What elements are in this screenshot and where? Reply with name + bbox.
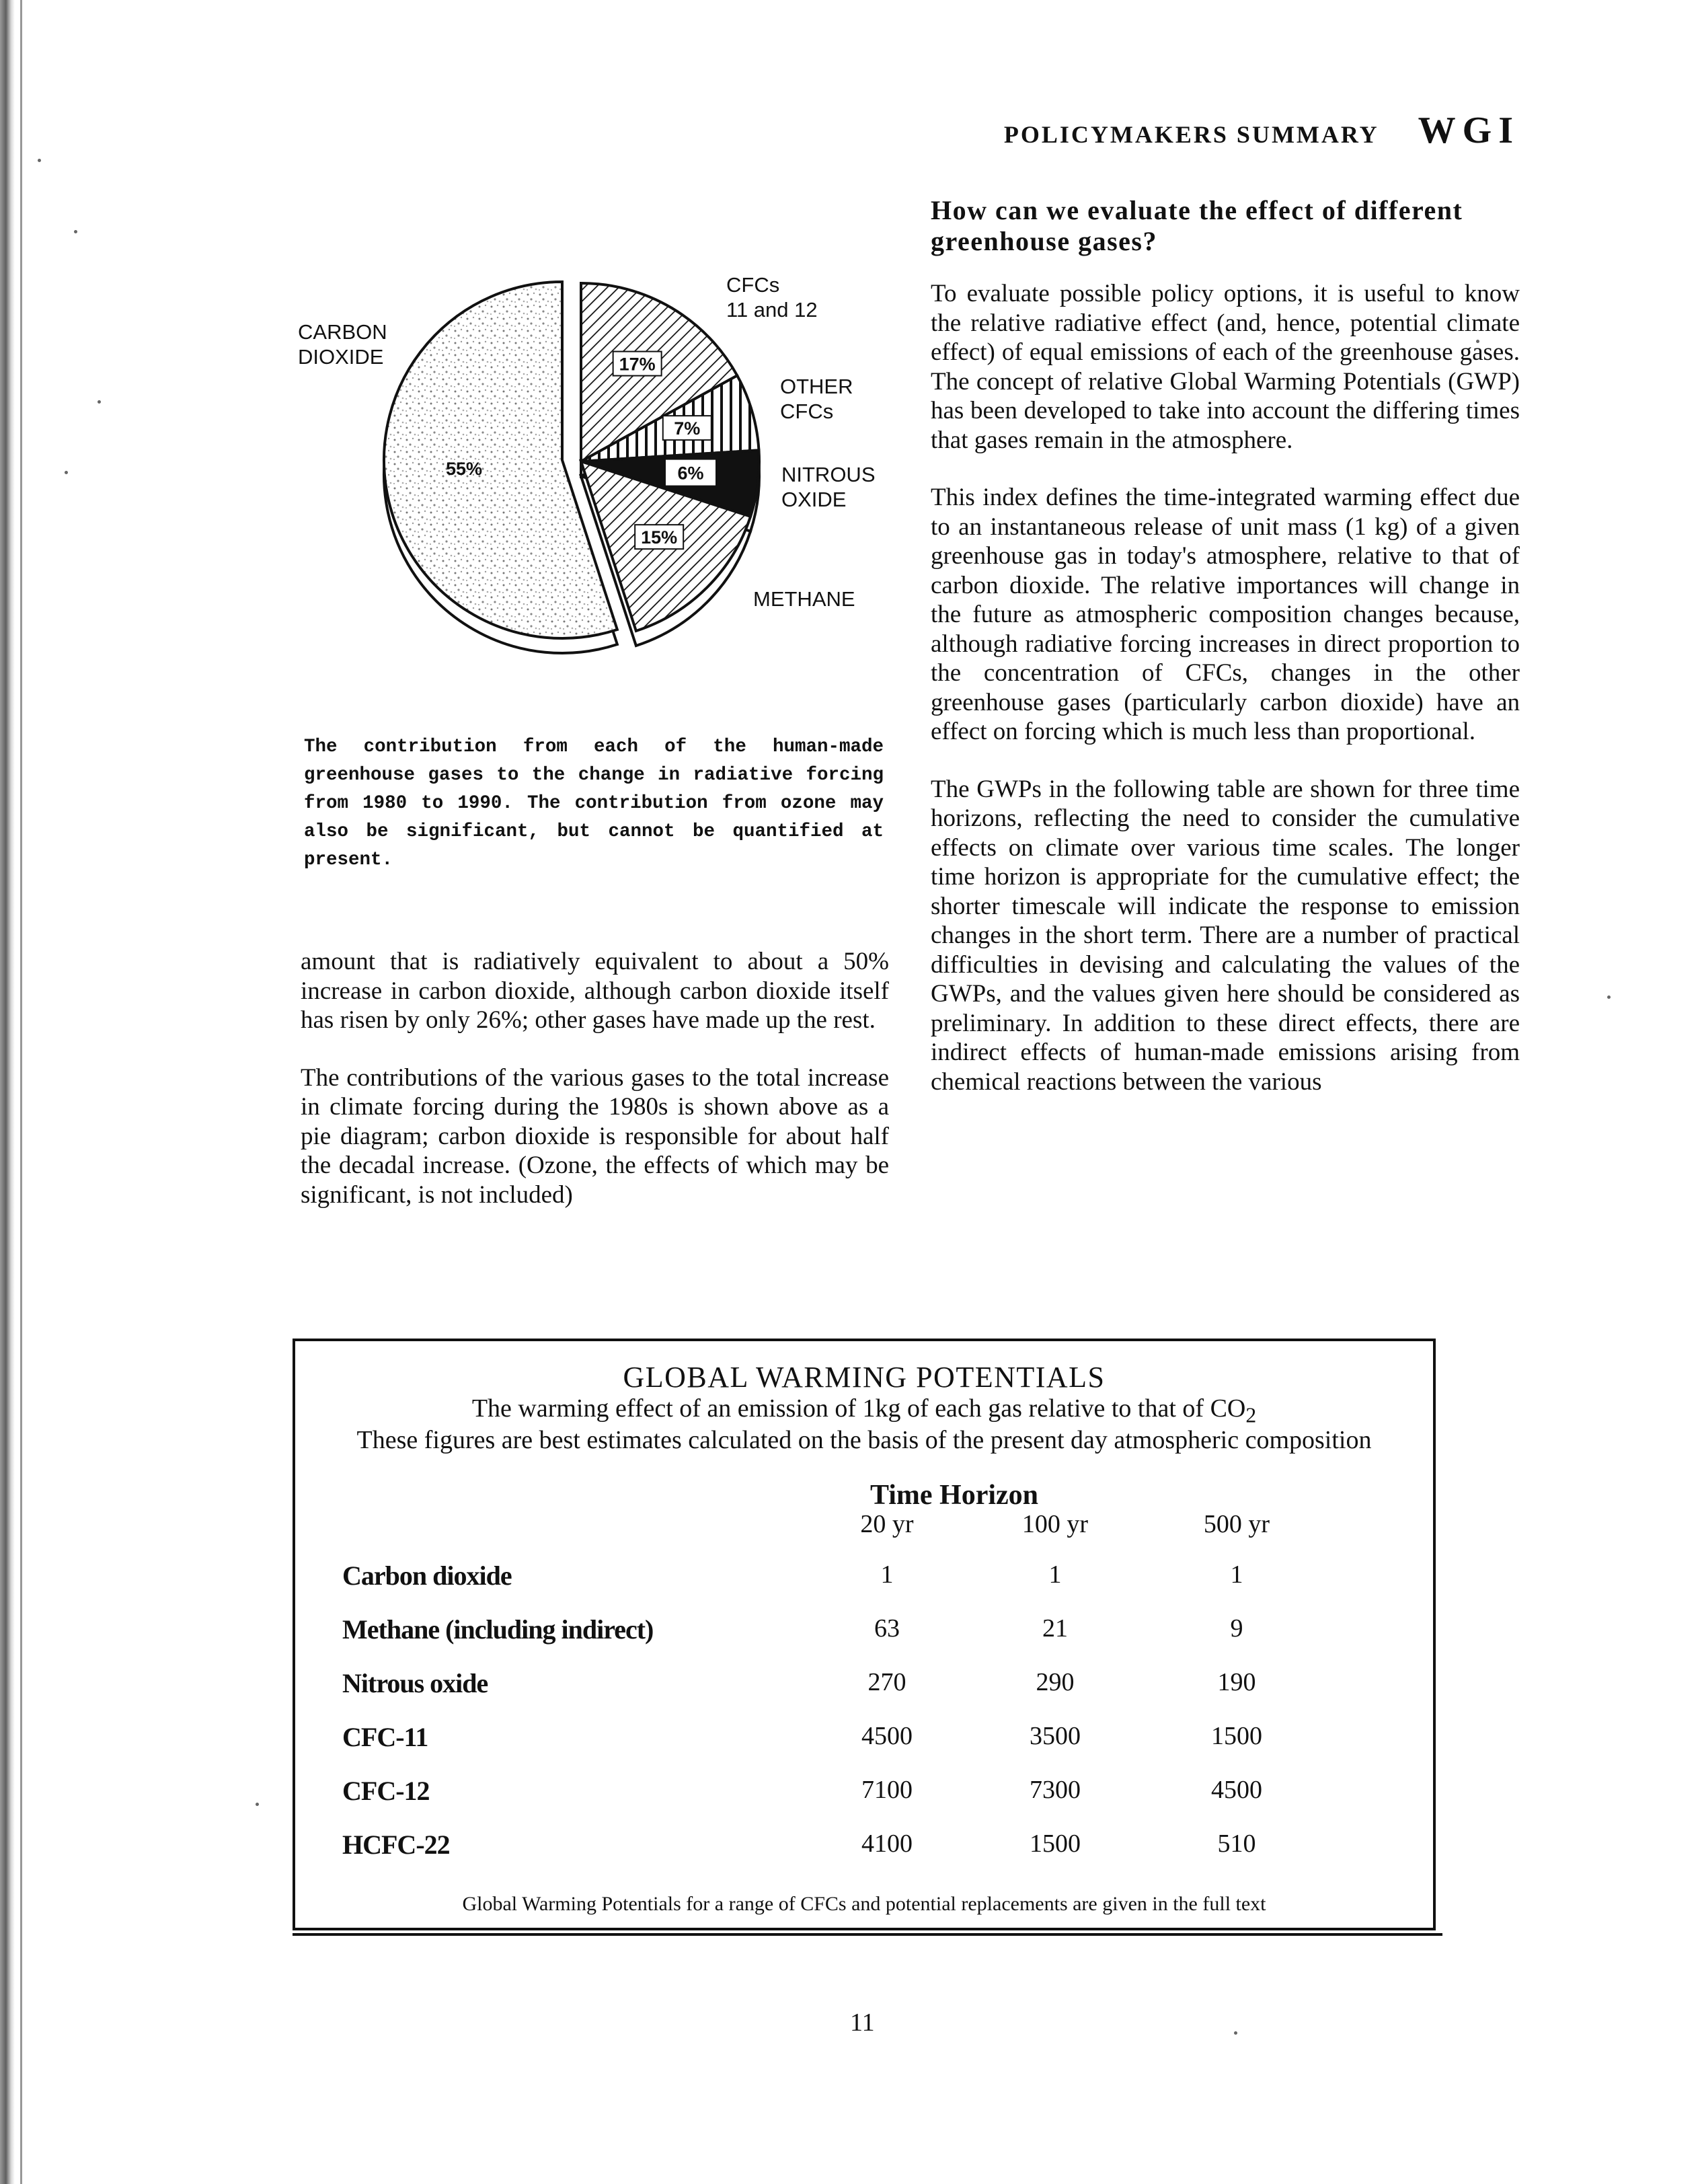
gwp-value: 1: [1230, 1560, 1243, 1589]
scan-speck: [98, 400, 101, 404]
gwp-value: 190: [1217, 1668, 1256, 1696]
percent-label: 6%: [677, 463, 704, 484]
percent-label: 17%: [619, 354, 656, 375]
gas-name: Methane (including indirect): [342, 1614, 654, 1645]
pie-figure: [296, 256, 901, 673]
column-header: 100 yr: [1021, 1510, 1089, 1538]
gwp-value: 1500: [1211, 1722, 1262, 1750]
scan-speck: [1607, 995, 1611, 999]
section-heading: How can we evaluate the effect of different greenhouse gases?: [931, 195, 1463, 256]
percent-label: 7%: [674, 418, 701, 439]
label-methane: METHANE: [753, 587, 855, 611]
scan-speck: [38, 159, 41, 162]
scan-speck: [256, 1803, 259, 1806]
gwp-value: 510: [1217, 1830, 1256, 1858]
gwp-value: 9: [1230, 1614, 1243, 1643]
gas-name: HCFC-22: [342, 1830, 450, 1860]
right-column: [931, 279, 1520, 1125]
gwp-value: 1: [1048, 1560, 1062, 1589]
percent-label: 55%: [445, 459, 483, 479]
scan-speck: [1234, 2031, 1237, 2035]
gwp-value: 21: [1042, 1614, 1068, 1643]
gwp-value: 3500: [1030, 1722, 1081, 1750]
gwp-value: 290: [1036, 1668, 1075, 1696]
gas-name: CFC-12: [342, 1776, 430, 1806]
scan-speck: [74, 230, 77, 233]
column-header: 500 yr: [1203, 1510, 1270, 1538]
left-paragraph-1: amount that is radiatively equivalent to about a 50% increase in carbon dioxide, although carbon dioxide itself has risen by only 26%; other gases have made up the rest.: [301, 948, 889, 1034]
gwp-value: 4500: [1211, 1776, 1262, 1804]
figure-caption: The contribution from each of the human-made greenhouse gases to the change in radiative forcing from 1980 to 1990. The contribution from ozone may also be significant, but cannot be quantified at present.: [304, 737, 884, 870]
header-section: POLICYMAKERS SUMMARY: [1003, 121, 1379, 148]
left-paragraph-2: The contributions of the various gases to the total increase in climate forcing during the 1980s is shown above as a pie diagram; carbon dioxide is responsible for about half the decadal increase. (Ozone, the effects of which may be significant, is not included): [301, 1063, 889, 1209]
gwp-title: GLOBAL WARMING POTENTIALS: [623, 1361, 1106, 1394]
time-horizon-heading: Time Horizon: [870, 1480, 1039, 1511]
label-nitrous-oxide: NITROUS OXIDE: [781, 463, 876, 511]
gwp-footnote: Global Warming Potentials for a range of CFCs and potential replacements are given in the full text: [462, 1893, 1266, 1915]
gwp-subtitle: The warming effect of an emission of 1kg of each gas relative to that of $CO_2$: [471, 1394, 1257, 1427]
gwp-value: 4500: [861, 1722, 913, 1750]
page-number: 11: [850, 2008, 875, 2037]
scan-speck: [65, 471, 68, 474]
box-shadow-line: [293, 1933, 1442, 1936]
running-header: [1004, 109, 1520, 152]
right-paragraph-3: The GWPs in the following table are shown for three time horizons, reflecting the need to consider the cumulative effects on climate over various time scales. The longer time horizon is appropriate for the cumulative effect; the shorter timescale will indicate the response to emission changes in the short term. There are a number of practical difficulties in devising and calculating the values of the GWPs, and the values given here should be considered as preliminary. In addition to these direct effects, there are indirect effects of human-made emissions arising from chemical reactions between the various: [931, 775, 1520, 1096]
gwp-subtitle-2: These figures are best estimates calculated on the basis of the present day atmospheric composition: [356, 1426, 1372, 1454]
gas-name: CFC-11: [342, 1722, 428, 1752]
gwp-table-box: [293, 1339, 1436, 1930]
label-cfcs-11-12: CFCs 11 and 12: [726, 273, 818, 322]
right-paragraph-1: To evaluate possible policy options, it is useful to know the relative radiative effect (and, hence, potential climate effect) of equal emissions of each of the greenhouse gases. The concept of relative Global Warming Potentials (GWP) has been developed to take into account the differing times that gases remain in the atmosphere.: [931, 280, 1520, 454]
gwp-value: 4100: [861, 1830, 913, 1858]
right-paragraph-2: This index defines the time-integrated warming effect due to an instantaneous release of unit mass (1 kg) of a given greenhouse gas in today's atmosphere, relative to that of carbon dioxide. The relative importances will change in the future as atmospheric composition changes because, although radiative forcing increases in direct proportion to the concentration of CFCs, changes in the other greenhouse gases (particularly carbon dioxide) have an effect on forcing which is much less than proportional.: [931, 484, 1520, 745]
gas-name: Nitrous oxide: [342, 1668, 488, 1698]
gwp-value: 1500: [1030, 1830, 1081, 1858]
label-carbon-dioxide: CARBON DIOXIDE: [298, 320, 387, 369]
scan-edge: [0, 0, 15, 2184]
label-other-cfcs: OTHER CFCs: [780, 375, 853, 423]
column-header: 20 yr: [860, 1510, 914, 1538]
gas-name: Carbon dioxide: [342, 1560, 512, 1591]
gwp-value: 63: [874, 1614, 900, 1643]
gwp-value: 1: [880, 1560, 894, 1589]
percent-label: 15%: [641, 527, 678, 548]
gwp-value: 7100: [861, 1776, 913, 1804]
header-group: WGI: [1418, 110, 1520, 151]
gwp-value: 7300: [1030, 1776, 1081, 1804]
gwp-value: 270: [867, 1668, 906, 1696]
left-column: [301, 947, 889, 1238]
scan-edge-line: [20, 0, 22, 2184]
